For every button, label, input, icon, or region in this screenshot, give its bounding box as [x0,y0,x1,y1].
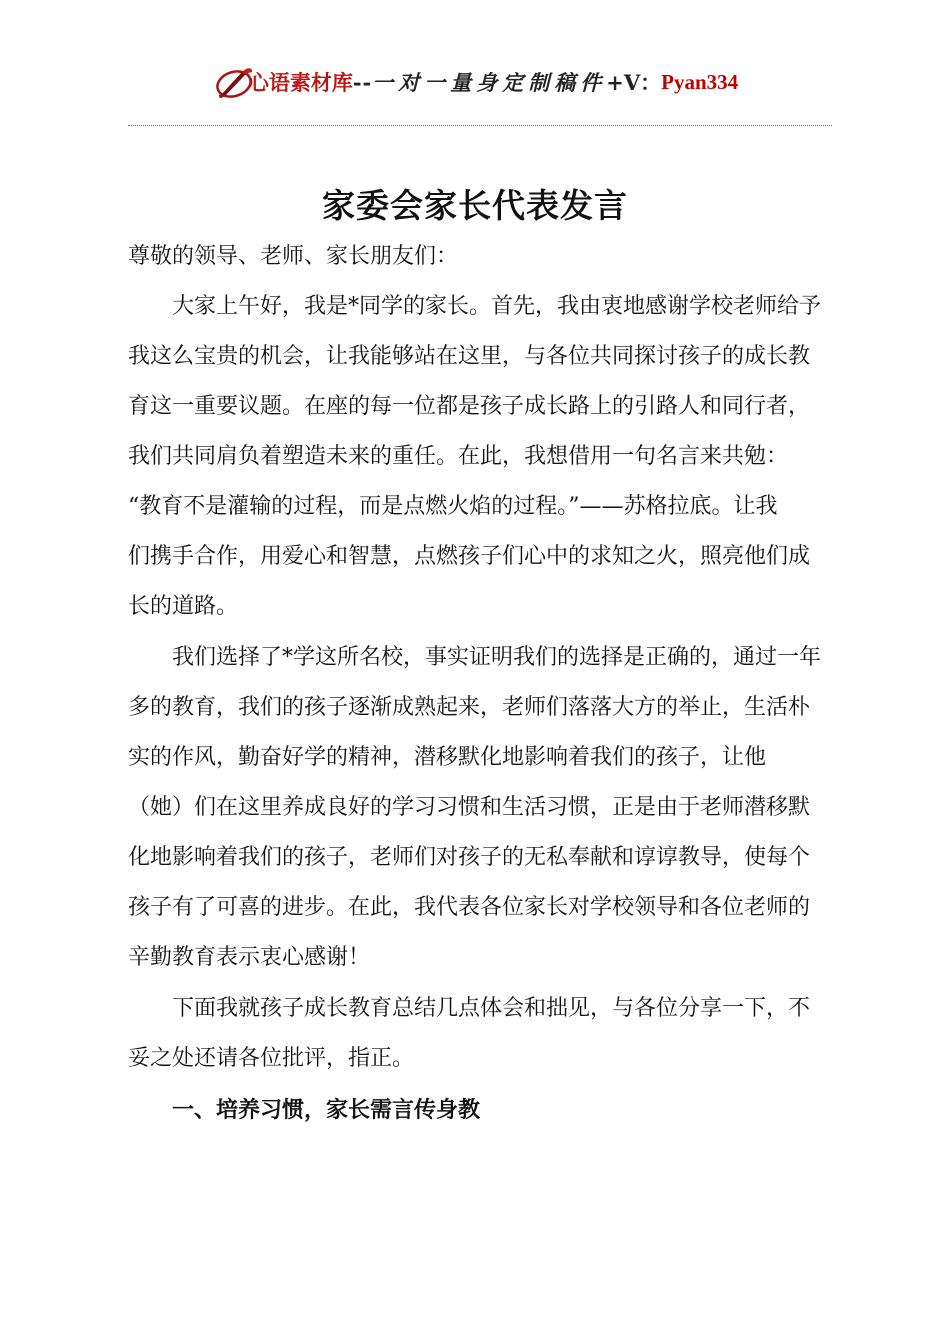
page-header [0,62,950,102]
header-slogan: 一对一量身定制稿件 [372,70,607,95]
text-line: 实的作风，勤奋好学的精神，潜移默化地影响着我们的孩子，让他 [128,745,767,770]
header-separator: -- [352,69,373,95]
text-line: 长的道路。 [128,594,239,619]
text-line: 多的教育，我们的孩子逐渐成熟起来，老师们落落大方的举止，生活朴 [128,695,811,720]
brand-name: 心语素材库 [247,70,353,95]
text-line: 我们选择了*学这所名校，事实证明我们的选择是正确的，通过一年 [172,645,822,670]
text-line: 我们共同肩负着塑造未来的重任。在此，我想借用一句名言来共勉： [128,444,789,469]
text-line: 大家上午好，我是*同学的家长。首先，我由衷地感谢学校老师给予 [172,294,822,319]
document-body [128,232,832,1135]
text-line: 们携手合作，用爱心和智慧，点燃孩子们心中的求知之火，照亮他们成 [128,544,811,569]
contact-prefix: +V： [606,70,662,95]
paragraph [128,282,832,632]
section-heading: 一、培养习惯，家长需言传身教 [172,1097,481,1123]
salutation: 尊敬的领导、老师、家长朋友们： [128,244,459,269]
text-line: 下面我就孩子成长教育总结几点体会和拙见，与各位分享一下，不 [172,996,811,1021]
paragraph [128,984,832,1084]
text-line: 辛勤教育表示衷心感谢！ [128,945,371,970]
document-title: 家委会家长代表发言 [322,186,628,225]
paragraph [128,633,832,983]
text-line: 育这一重要议题。在座的每一位都是孩子成长路上的引路人和同行者， [128,394,811,419]
text-line: 化地影响着我们的孩子，老师们对孩子的无私奉献和谆谆教导，使每个 [128,845,811,870]
text-line: “教育不是灌输的过程，而是点燃火焰的过程。”——苏格拉底。让我 [128,494,778,519]
text-line: 妥之处还请各位批评，指正。 [128,1046,415,1071]
text-line: 我这么宝贵的机会，让我能够站在这里，与各位共同探讨孩子的成长教 [128,344,811,369]
contact-id: Pyan334 [661,69,739,94]
text-line: （她）们在这里养成良好的学习习惯和生活习惯，正是由于老师潜移默 [128,795,811,820]
text-line: 孩子有了可喜的进步。在此，我代表各位家长对学校领导和各位老师的 [128,895,811,920]
header-divider [128,125,832,126]
